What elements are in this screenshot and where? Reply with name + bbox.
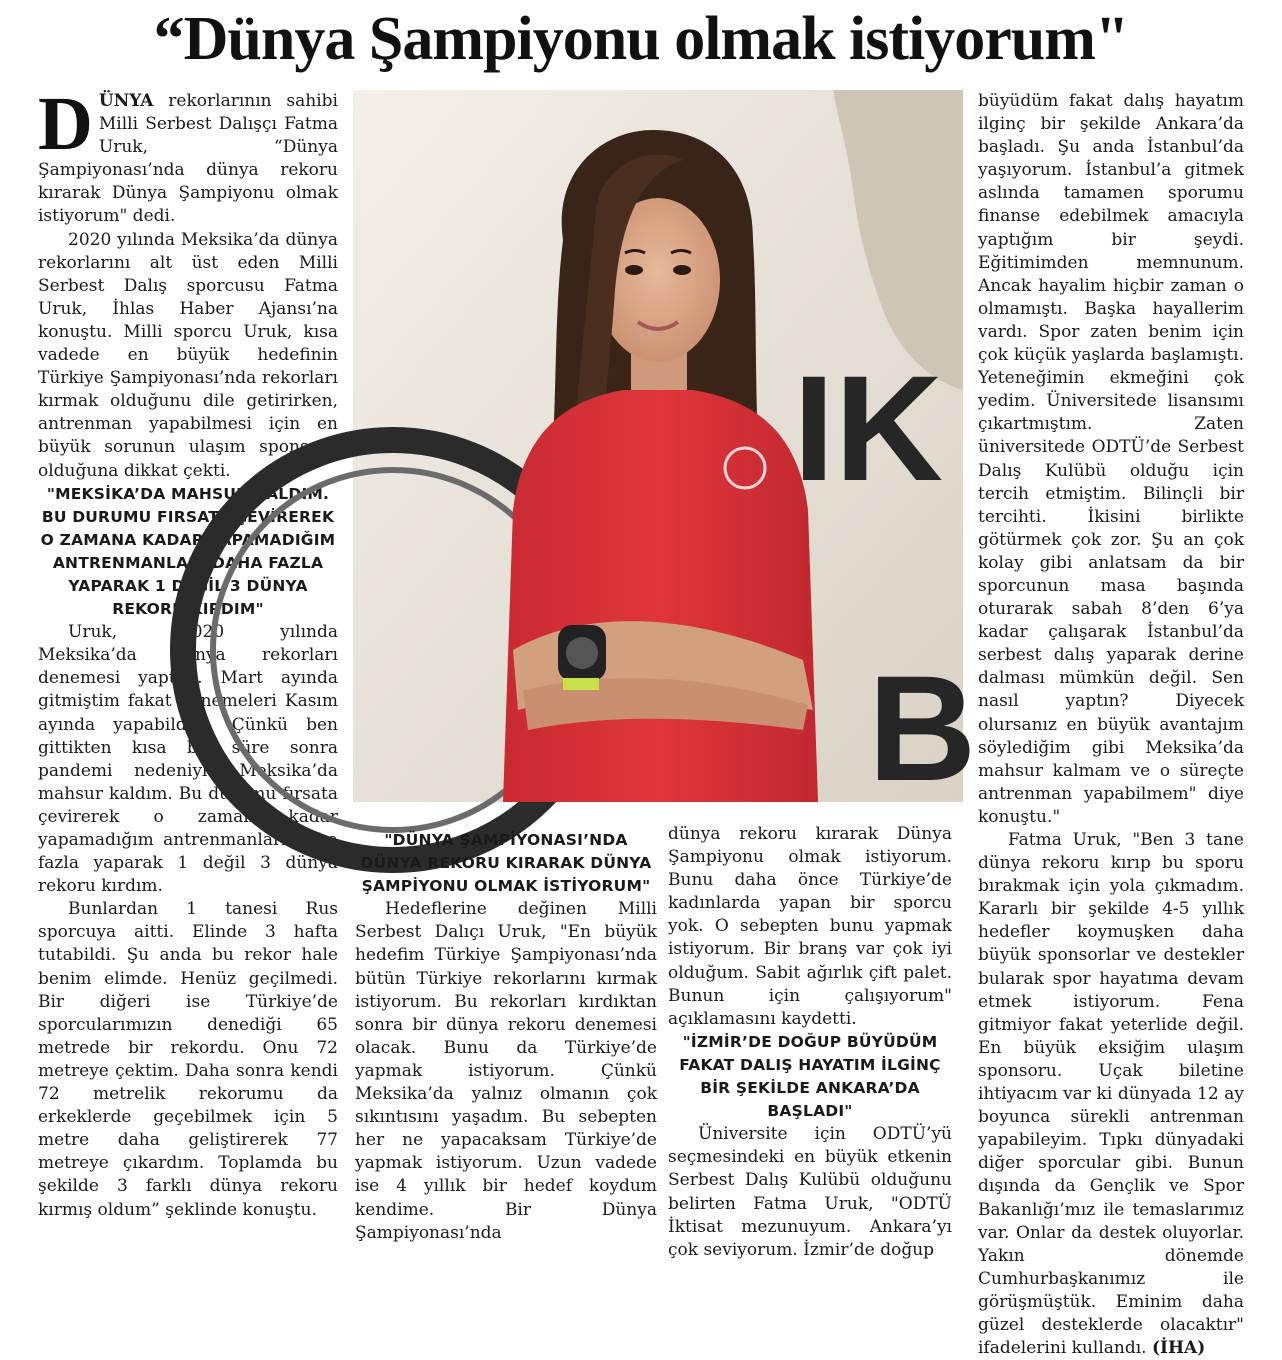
closing-text: Fatma Uruk, "Ben 3 tane dünya rekoru kırıp bu sporu bırakmak için yola çıkmadım. Kararlı bir şekilde 4-5 yıllık hedefler koymuşken daha büyük sponsorlar ve destekler bularak spor hayatıma devam etmek istiyorum. Fena gitmiyor fakat yeterlide değil. En büyük eksiğim ulaşım sponsoru. Uçak biletine ihtiyacım var ki dünyada 12 ay boyunca sürekli antrenman yapabileyim. Tıpkı dünyadaki diğer sporcular gibi. Bunun dışında da Gençlik ve Spor Bakanlığı’mız ile temaslarımız var. Onlar da destek oluyorlar. Yakın dönemde Cumhurbaşkanımız ile görüşmüştük. Eminim daha güzel desteklerde olacaktır" ifadelerini kullandı. [978,830,1244,1359]
drop-cap: D [38,82,93,166]
red-shirt [503,390,818,802]
right-eye [673,265,691,275]
watch-strap [563,678,599,690]
article-column-4 [978,90,1244,1360]
paragraph: Uruk, "2020 yılında Meksika’da dünya rekorları denemesi yaptım. Mart ayında gitmiştim fakat denemeleri Kasım ayında yapabildim. Çünkü ben gittikten kısa bir süre sonra pandemi nedeniyle Meksika’da mahsur kaldım. Bu durumu fırsata çevirerek o zaman kadar yapamadığım antrenmanları daha fazla yaparak 1 değil 3 dünya rekoru kırdım. [38,622,338,897]
subheading: "DÜNYA ŞAMPİYONASI’NDA DÜNYA REKORU KIRARAK DÜNYA ŞAMPİYONU OLMAK İSTİYORUM" [360,831,652,896]
wall-letters-ik: IK [793,344,943,512]
athlete-photo-illustration [353,90,977,812]
subheading: "MEKSİKA’DA MAHSUR KALDIM. BU DURUMU FIRSATA ÇEVİREREK O ZAMANA KADAR YAPAMADIĞIM ANTRENMANLARI DAHA FAZLA YAPARAK 1 DEĞİL 3 DÜNYA REKORU KIRDIM" [40,484,336,619]
paragraph: Bunlardan 1 tanesi Rus sporcuya aitti. Elinde 3 hafta tutabildi. Şu anda bu rekor hale benim elimde. Henüz geçilmedi. Bir diğeri ise Türkiye’de sporcularımızın denediği 65 metrede bir rekordu. Onu 72 metreye çektim. Daha sonra kendi 72 metrelik rekorumu da erkeklerde geçebilmek için 5 metre daha geliştirerek 77 metreye çıkardım. Toplamda bu şekilde 3 farklı dünya rekoru kırmış oldum” şeklinde konuştu. [38,899,338,1220]
paragraph: dünya rekoru kırarak Dünya Şampiyonu olmak istiyorum. Bunu daha önce Türkiye’de kadınlarda yapan bir sporcu yok. O sebepten bunu yapmak istiyorum. Bir branş var çok iyi olduğum. Sabit ağırlık çift palet. Bunun için çalışıyorum" açıklamasını kaydetti. [668,824,952,1029]
article-column-2 [355,829,657,1245]
article-column-3 [668,823,952,1262]
lead-paragraph [38,82,338,229]
paragraph: Üniversite için ODTÜ’yü seçmesindeki en büyük etkenin Serbest Dalış Kulübü olduğunu belirten Fatma Uruk, "ODTÜ İktisat mezunuyum. Ankara’yı çok seviyorum. İzmir’de doğup [668,1124,952,1260]
paragraph: Hedeflerine değinen Milli Serbest Dalıçı Uruk, "En büyük hedefim Türkiye Şampiyonası’nda bütün Türkiye rekorlarını kırmak istiyorum. Bu rekorları kırdıktan sonra bir dünya rekoru denemesi olacak. Bunu da Türkiye’de yapmak istiyorum. Çünkü Meksika’da yalnız olmanın çok sıkıntısını yaşadım. Bu sebepten her ne yapacaksam Türkiye’de yapmak istiyorum. Uzun vadede ise 4 yıllık bir hedef koydum kendime. Bir Dünya Şampiyonası’nda [355,899,657,1243]
wall-letter-b: B [868,644,977,812]
paragraph: büyüdüm fakat dalış hayatım ilginç bir şekilde Ankara’da başladı. Şu anda İstanbul’da yaşıyorum. İstanbul’a gitmek aslında tamamen sporumu finanse edebilmek amacıyla yaptığım bir şeydi. Eğitimimden memnunum. Ancak hayalim hiçbir zaman o olmamıştı. Başka hayallerim vardı. Spor zaten benim için çok küçük yaşlarda başlamıştı. Yeteneğimin ekmeğini çok yedim. Üniversitede lisansımı çıkartmıştım. Zaten üniversitede ODTÜ’de Serbest Dalış Kulübü olduğu için tercih etmiştim. Bilinçli bir tercihti. İkisini birlikte götürmek çok zor. Şu an çok kolay gibi anlatsam da bir sporcunun masa başında oturarak sabah 8’den 6’ya kadar çalışarak İstanbul’da serbest dalış yaparak derine dalması mümkün değil. Sen nasıl yaptın? Diyecek olursanız en büyük avantajım söylediğim gibi Meksika’da mahsur kalmam ve o süreçte antrenman yapabilmem" diye konuştu." [978,91,1244,827]
lead-word: ÜNYA [98,91,154,111]
subheading: "İZMİR’DE DOĞUP BÜYÜDÜM FAKAT DALIŞ HAYATIM İLGİNÇ BİR ŞEKİLDE ANKARA’DA BAŞLADI" [679,1032,941,1121]
left-eye [625,265,643,275]
source-tag: (İHA) [1152,1338,1206,1359]
article-photo [353,90,977,812]
lead-text: rekorlarının sahibi Milli Serbest Dalışçı Fatma Uruk, “Dünya Şampiyonası’nda dünya rekoru kırarak Dünya Şampiyonu olmak istiyorum" dedi. [38,91,338,227]
paragraph: 2020 yılında Meksika’da dünya rekorlarını alt üst eden Milli Serbest Dalış sporcusu Fatma Uruk, İhlas Haber Ajansı’na konuştu. Milli sporcu Uruk, kısa vadede en büyük hedefinin Türkiye Şampiyonası’nda rekorları kırmak olduğunu dile getirirken, antrenman yapabilmesi için en büyük sorunun ulaşım sponsoru olduğuna dikkat çekti. [38,229,338,481]
watch-face [566,637,598,669]
paragraph [978,829,1244,1360]
headline: “Dünya Şampiyonu olmak istiyorum" [153,5,1129,73]
